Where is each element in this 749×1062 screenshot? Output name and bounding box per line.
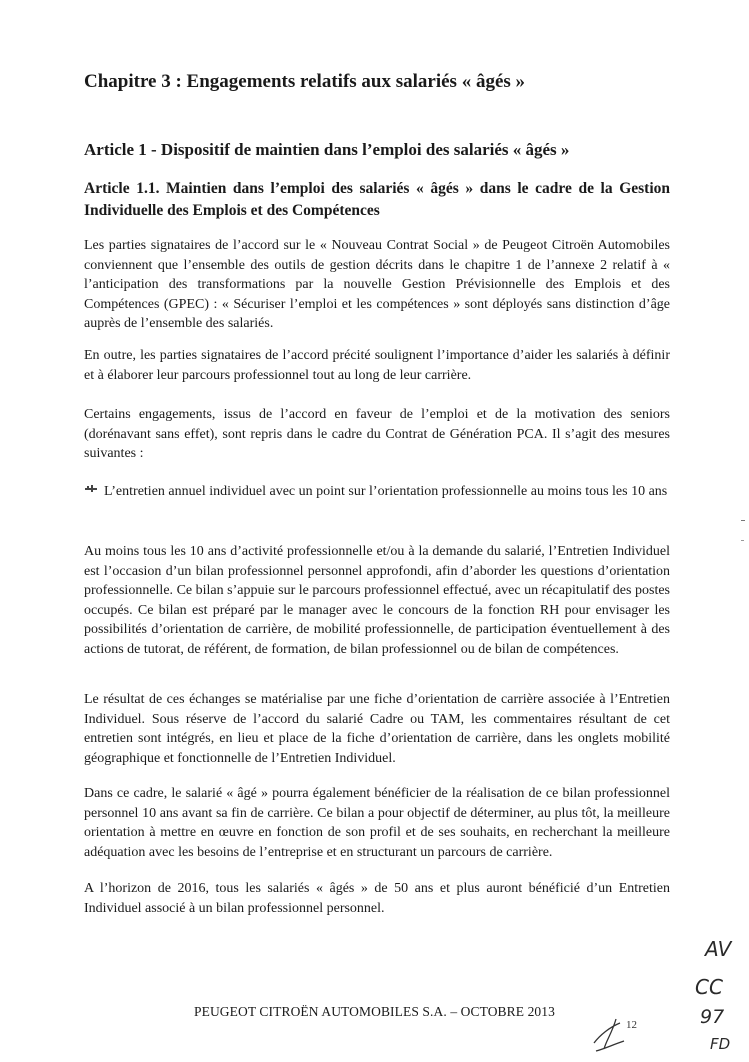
margin-mark xyxy=(741,520,745,521)
paragraph-horizon: A l’horizon de 2016, tous les salariés « âgés » de 50 ans et plus auront bénéficié d’un Entretien Individuel associé à un bilan professionnel personnel. xyxy=(84,881,670,916)
page-number: 12 xyxy=(626,1019,637,1031)
chapter-title: Chapitre 3 : Engagements relatifs aux salariés « âgés » xyxy=(84,71,526,92)
paragraph-bilan: Au moins tous les 10 ans d’activité professionnelle et/ou à la demande du salarié, l’Entretien Individuel est l’occasion d’un bilan professionnel personnel approfondi, afin d’aborder les questions d’orientation professionnelle. Ce bilan s’appuie sur le parcours professionnel effectué, avec un récapitulatif des postes occupés. Ce bilan est préparé par le manager avec le concours de la fonction RH pour envisager les possibilités d’orientation de carrière, de mobilité professionnelle, de participation éventuellement à des actions de tutorat, de référent, de formation, de bilan professionnel ou de bilan de compétences. xyxy=(84,544,670,657)
paragraph-outre: En outre, les parties signataires de l’accord précité soulignent l’importance d’aider les salariés à définir et à élaborer leur parcours professionnel tout au long de leur carrière. xyxy=(84,348,670,383)
paragraph-cadre: Dans ce cadre, le salarié « âgé » pourra également bénéficier de la réalisation de ce bilan professionnel personnel 10 ans avant sa fin de carrière. Ce bilan a pour objectif de déterminer, au plus tôt, la meilleure orientation à mettre en œuvre en fonction de son profil et de ses souhaits, en recherchant la meilleure adéquation avec les besoins de l’entreprise et en structurant un parcours de carrière. xyxy=(84,786,670,860)
pointing-hand-icon xyxy=(84,482,104,502)
handwritten-signature-icon xyxy=(590,1005,630,1055)
handwritten-initials-3: 97 xyxy=(700,1006,725,1028)
bullet-item xyxy=(84,482,670,502)
handwritten-initials-2: CC xyxy=(695,975,723,999)
subarticle-title: Article 1.1. Maintien dans l’emploi des salariés « âgés » dans le cadre de la Gestion Individuelle des Emplois et des Compétences xyxy=(84,180,670,219)
bullet-text: L’entretien annuel individuel avec un point sur l’orientation professionnelle au moins tous les 10 ans xyxy=(104,484,668,499)
page-footer: PEUGEOT CITROËN AUTOMOBILES S.A. – OCTOBRE 2013 xyxy=(194,1004,555,1019)
paragraph-engagements: Certains engagements, issus de l’accord en faveur de l’emploi et de la motivation des seniors (dorénavant sans effet), sont repris dans le cadre du Contrat de Génération PCA. Il s’agit des mesures suivantes : xyxy=(84,407,670,462)
paragraph-intro: Les parties signataires de l’accord sur le « Nouveau Contrat Social » de Peugeot Citroën Automobiles conviennent que l’ensemble des outils de gestion décrits dans le chapitre 1 de l’annexe 2 relatif à « l’anticipation des transformations par la nouvelle Gestion Prévisionnelle des Emplois et des Compétences (GPEC) : « Sécuriser l’emploi et les compétences » sont déployés sans distinction d’âge auprès de l’ensemble des salariés. xyxy=(84,238,670,332)
margin-mark xyxy=(741,540,744,541)
article-title: Article 1 - Dispositif de maintien dans l’emploi des salariés « âgés » xyxy=(84,140,570,159)
handwritten-initials-4: FD xyxy=(710,1035,731,1053)
paragraph-resultat: Le résultat de ces échanges se matérialise par une fiche d’orientation de carrière associée à l’Entretien Individuel. Sous réserve de l’accord du salarié Cadre ou TAM, les commentaires résultant de cet entretien sont intégrés, en lieu et place de la fiche d’orientation de carrière, dans les onglets mobilité géographique et fonctionnelle de l’Entretien Individuel. xyxy=(84,692,670,766)
handwritten-initials-1: AV xyxy=(705,937,732,961)
